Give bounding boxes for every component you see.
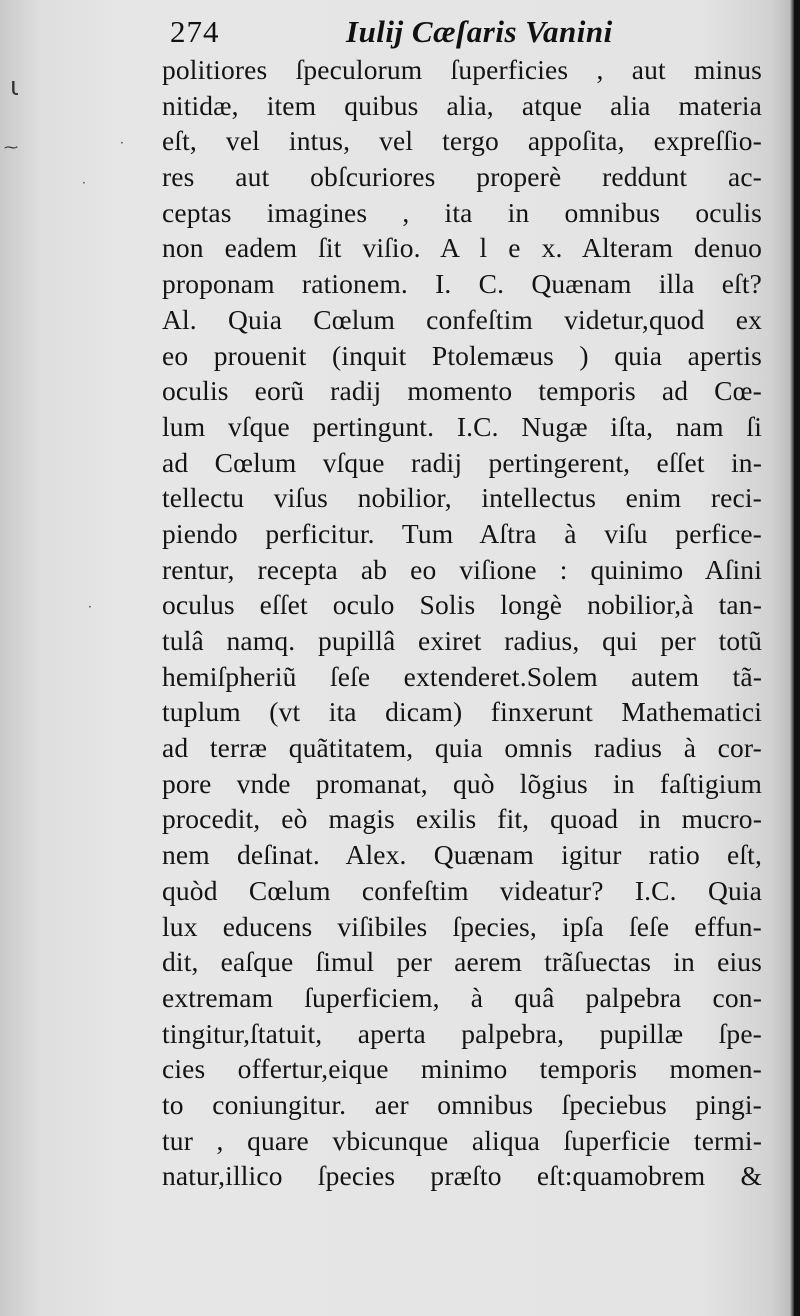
margin-ink-mark: · <box>88 600 92 614</box>
text-line: extremam ſuperficiem, à quâ palpebra con- <box>162 981 762 1013</box>
text-line: oculis eorũ radij momento temporis ad Cœ- <box>162 375 762 407</box>
text-line: lum vſque pertingunt. I.C. Nugæ iſta, nam ſi <box>162 410 762 442</box>
text-line: oculus eſſet oculo Solis longè nobilior,à tan- <box>162 589 762 621</box>
running-head: Iulij Cæſaris Vanini <box>346 14 613 49</box>
page-header <box>170 14 745 50</box>
text-line: piendo perficitur. Tum Aſtra à viſu perfice- <box>162 517 762 549</box>
text-line: Al. Quia Cœlum confeſtim videtur,quod ex <box>162 303 762 335</box>
text-line: tellectu viſus nobilior, intellectus enim reci- <box>162 482 762 514</box>
text-line: eo prouenit (inquit Ptolemæus ) quia apertis <box>162 339 762 371</box>
text-line: ad Cœlum vſque radij pertingerent, eſſet in- <box>162 446 762 478</box>
text-line: procedit, eò magis exilis fit, quoad in mucro- <box>162 803 762 835</box>
body-text <box>162 52 762 1194</box>
margin-ink-mark: ɩ <box>10 72 19 102</box>
text-line: tur , quare vbicunque aliqua ſuperficie termi- <box>162 1124 762 1156</box>
text-line: pore vnde promanat, quò lõgius in faſtigium <box>162 767 762 799</box>
text-line: lux educens viſibiles ſpecies, ipſa ſeſe effun- <box>162 910 762 942</box>
margin-ink-mark: · <box>120 136 124 150</box>
text-line: cies offertur,eique minimo temporis momen- <box>162 1053 762 1085</box>
text-line: res aut obſcuriores properè reddunt ac- <box>162 161 762 193</box>
text-line: proponam rationem. I. C. Quænam illa eſt? <box>162 268 762 300</box>
page-edge-shadow <box>794 0 800 1316</box>
text-line: eſt, vel intus, vel tergo appoſita, expreſſio- <box>162 125 762 157</box>
text-line: quòd Cœlum confeſtim videatur? I.C. Quia <box>162 874 762 906</box>
margin-ink-mark: · <box>82 176 86 190</box>
text-line: tingitur,ſtatuit, aperta palpebra, pupillæ ſpe- <box>162 1017 762 1049</box>
text-line: ceptas imagines , ita in omnibus oculis <box>162 196 762 228</box>
page-number: 274 <box>170 14 220 49</box>
text-line: natur,illico ſpecies præſto eſt:quamobrem & <box>162 1160 762 1192</box>
text-line: nitidæ, item quibus alia, atque alia materia <box>162 89 762 121</box>
margin-ink-mark: ⁓ <box>4 140 18 156</box>
text-line: tuplum (vt ita dicam) finxerunt Mathematici <box>162 696 762 728</box>
text-line: dit, eaſque ſimul per aerem trãſuectas in eius <box>162 946 762 978</box>
text-line: hemiſpheriũ ſeſe extenderet.Solem autem tã- <box>162 660 762 692</box>
text-line: non eadem ſit viſio. A l e x. Alteram denuo <box>162 232 762 264</box>
text-line: to coniungitur. aer omnibus ſpeciebus pingi- <box>162 1088 762 1120</box>
text-line: tulâ namq. pupillâ exiret radius, qui per totũ <box>162 625 762 656</box>
text-line: politiores ſpeculorum ſuperficies , aut minus <box>162 54 762 85</box>
text-line: rentur, recepta ab eo viſione : quinimo Aſini <box>162 553 762 585</box>
text-line: nem deſinat. Alex. Quænam igitur ratio eſt, <box>162 839 762 871</box>
text-line: ad terræ quãtitatem, quia omnis radius à cor- <box>162 732 762 764</box>
